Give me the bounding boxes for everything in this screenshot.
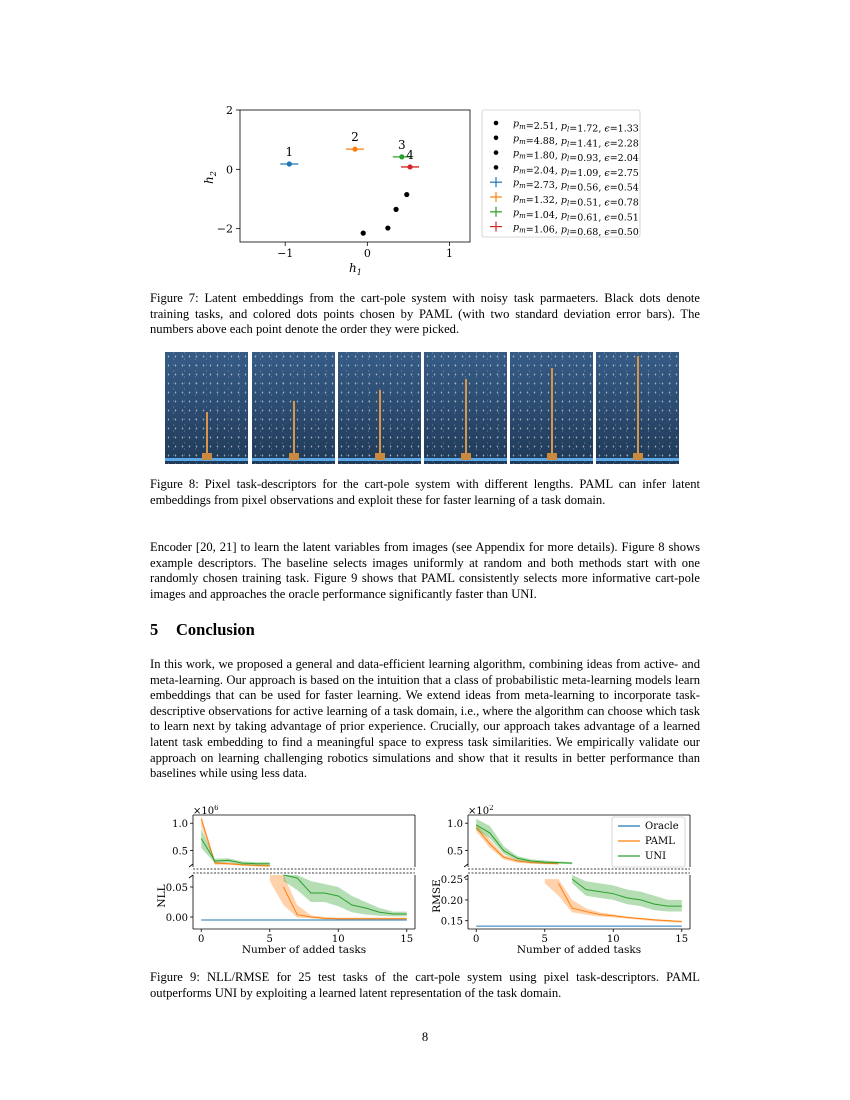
- legend-entry-part: ϵ: [604, 153, 610, 165]
- nll-chart: [156, 805, 415, 956]
- pick-order-label: 1: [285, 144, 294, 159]
- legend-entry-part: ϵ: [604, 123, 610, 135]
- y-axis-label: $h_2$: [202, 171, 218, 184]
- legend-entry-part: p: [560, 150, 567, 162]
- legend-entry-part: m: [519, 137, 526, 146]
- x-tick-label: 5: [541, 934, 548, 945]
- y-tick-label: 2: [226, 104, 233, 117]
- break-mark: [189, 864, 193, 878]
- legend-entry-part: =0.54: [609, 182, 639, 194]
- x-tick-label: 0: [363, 247, 371, 260]
- figure7-chart: [195, 100, 655, 280]
- section-heading: [150, 620, 255, 640]
- legend-marker: [494, 165, 499, 170]
- legend-entry-part: =1.32,: [525, 195, 561, 206]
- paragraph-conclusion: In this work, we proposed a general and data-efficient learning algorithm, combining ideas from active- and meta-learning. Our approach is based on the intuition that a class of probabilistic meta-learning models learn embeddings that can be used for faster learning. We extend ideas from meta-learning to incorporate task-descriptive observations for active learning of a task domain, i.e., where the algorithm can choose which task to learn next by taking advantage of prior experience. Crucially, our approach takes advantage of a learned latent task embedding to find a meaningful space to express task similarities. We empirically validate our approach on learning challenging robotics simulations and show that it results in better performance than baselines while using less data.: [150, 657, 700, 781]
- cart: [289, 453, 299, 460]
- legend-entry-part: =1.41,: [569, 138, 605, 150]
- y-tick-label: −2: [216, 222, 233, 236]
- y-tick-label: 0.15: [440, 916, 463, 928]
- legend-entry-part: p: [513, 177, 520, 189]
- y-tick-label: 0.5: [172, 846, 188, 858]
- legend-entry-part: l: [566, 199, 570, 208]
- y-axis-label: RMSE: [431, 879, 443, 913]
- legend-entry-part: =4.88,: [525, 135, 561, 147]
- break-mark: [464, 864, 468, 878]
- legend-entry-part: =0.78: [609, 197, 639, 209]
- y-tick-label: 1.0: [172, 819, 188, 831]
- picked-point: [287, 161, 292, 166]
- legend-entry-part: l: [566, 140, 570, 149]
- cartpole-frame: [338, 352, 421, 464]
- x-axis-label: Number of added tasks: [516, 944, 642, 956]
- x-tick-label: 10: [606, 934, 620, 945]
- x-axis-label: $h_1$: [349, 261, 362, 277]
- legend-label: Oracle: [645, 821, 679, 832]
- cartpole-frame: [510, 352, 593, 464]
- legend-entry-part: =0.51,: [569, 197, 605, 209]
- cartpole-frame: [252, 352, 335, 464]
- y-tick-label: 0.05: [165, 883, 188, 894]
- scale-label: $\times 10^6$: [193, 805, 219, 817]
- legend-entry-part: m: [519, 197, 526, 205]
- y-tick-label: 0.25: [440, 875, 463, 887]
- cartpole-frame: [165, 352, 248, 464]
- legend-entry-part: p: [513, 133, 520, 145]
- legend-entry-part: =2.28: [609, 138, 639, 150]
- legend-entry-part: l: [566, 214, 570, 223]
- pole: [206, 412, 208, 455]
- legend-entry-part: m: [519, 123, 526, 131]
- picked-point: [352, 147, 357, 152]
- legend-entry-part: ϵ: [604, 182, 610, 194]
- legend-entry-part: =1.06,: [525, 224, 561, 236]
- x-axis-label-sub: 1: [356, 268, 362, 277]
- pole: [465, 379, 467, 455]
- y-tick-label: 0: [226, 163, 233, 177]
- legend-entry-part: l: [566, 229, 570, 238]
- page-number: 8: [421, 1030, 429, 1044]
- training-point: [393, 207, 398, 212]
- section-title: Conclusion: [176, 620, 255, 639]
- legend-entry-part: p: [560, 121, 567, 132]
- legend-entry-part: =0.61,: [569, 212, 605, 224]
- x-tick-label: 1: [445, 247, 453, 260]
- section-number: 5: [150, 620, 159, 639]
- legend-entry-part: =1.09,: [569, 167, 605, 179]
- legend-entry-part: =2.04,: [525, 165, 561, 177]
- training-point: [385, 225, 390, 230]
- cart: [547, 453, 557, 460]
- legend-entry-part: m: [519, 182, 526, 191]
- legend-entry-part: p: [513, 162, 520, 174]
- legend-entry-part: l: [566, 169, 570, 178]
- paragraph-encoder: Encoder [20, 21] to learn the latent variables from images (see Appendix for more details). Figure 8 shows example descriptors. The baseline selects images uniformly at random and both methods start with one randomly chosen training task. Figure 9 shows that PAML consistently selects more informative cart-pole images and approaches the oracle performance significantly faster than UNI.: [150, 540, 700, 601]
- legend-entry-part: p: [513, 192, 520, 204]
- legend-entry-part: ϵ: [604, 197, 610, 209]
- figure7-caption: Figure 7: Latent embeddings from the cart-pole system with noisy task parmaeters. Black dots denote training tasks, and colored dots points chosen by PAML (with two standard deviation error bars). The numbers above each point denote the order they were picked.: [150, 291, 700, 337]
- legend-entry-part: =2.73,: [525, 180, 561, 192]
- pole: [637, 356, 639, 455]
- legend-entry-part: p: [560, 209, 567, 221]
- cart: [202, 453, 212, 460]
- legend-entry-part: =0.68,: [569, 227, 605, 239]
- y-tick-label: 0.5: [447, 846, 463, 858]
- pick-order-label: 3: [398, 137, 406, 152]
- legend-entry-part: p: [513, 207, 520, 219]
- y-axis-label: NLL: [156, 884, 168, 908]
- legend-label: PAML: [645, 836, 675, 847]
- scale-exponent: 2: [489, 805, 494, 812]
- scale-label: $\times 10^2$: [468, 805, 494, 817]
- legend-marker: [494, 136, 499, 141]
- legend-entry-part: p: [560, 195, 567, 206]
- legend-entry-part: ϵ: [604, 212, 610, 224]
- cart: [633, 453, 643, 460]
- y-tick-label: 1.0: [447, 819, 463, 831]
- legend-entry-part: =2.51,: [525, 121, 561, 132]
- cart: [461, 453, 471, 460]
- legend-entry-part: p: [513, 148, 520, 160]
- x-tick-label: 0: [473, 934, 480, 945]
- x-tick-label: 10: [331, 934, 345, 945]
- legend-entry-part: =0.50: [609, 227, 639, 239]
- pick-order-label: 2: [351, 130, 359, 145]
- legend-entry-part: p: [560, 165, 567, 177]
- legend-entry-part: =1.04,: [525, 209, 561, 221]
- legend-entry-part: m: [519, 167, 526, 176]
- legend-entry-part: m: [519, 226, 526, 235]
- cartpole-frame: [424, 352, 507, 464]
- legend-entry-part: =0.93,: [569, 153, 605, 165]
- pole: [551, 368, 553, 455]
- x-tick-label: 5: [266, 934, 273, 945]
- confidence-band: [201, 829, 270, 866]
- picked-point: [407, 164, 412, 169]
- legend-entry-part: =1.80,: [525, 150, 561, 162]
- legend-entry-part: p: [513, 222, 520, 234]
- x-axis-label: Number of added tasks: [241, 944, 367, 956]
- figure9-charts: [150, 805, 710, 960]
- legend-entry-part: =1.33: [609, 123, 639, 135]
- legend-label: UNI: [645, 851, 667, 862]
- training-point: [404, 192, 409, 197]
- legend-entry-part: l: [566, 184, 570, 193]
- legend-entry-part: l: [566, 125, 570, 134]
- legend-entry-part: =2.75: [609, 167, 639, 179]
- legend-entry-part: ϵ: [604, 138, 610, 150]
- legend-entry-part: =2.04: [609, 153, 639, 165]
- pole: [379, 390, 381, 455]
- pole: [293, 401, 295, 455]
- scale-exponent: 6: [214, 805, 219, 812]
- legend-marker: [494, 150, 499, 155]
- x-tick-label: −1: [277, 247, 294, 260]
- training-point: [361, 231, 366, 236]
- legend-entry-part: =1.72,: [569, 123, 605, 135]
- picked-point: [399, 154, 404, 159]
- y-axis-label-sub: 2: [209, 171, 218, 177]
- legend-entry-part: p: [560, 135, 567, 147]
- y-tick-label: 0.20: [440, 895, 463, 907]
- legend-entry-part: ϵ: [604, 227, 610, 239]
- cartpole-frame: [596, 352, 679, 464]
- legend-entry-part: m: [519, 211, 526, 220]
- rmse-chart: [431, 805, 690, 956]
- legend-entry-part: =0.51: [609, 212, 639, 224]
- legend-entry-part: l: [566, 155, 570, 164]
- x-tick-label: 15: [675, 934, 689, 945]
- legend-entry-part: p: [513, 118, 520, 130]
- legend-entry-part: p: [560, 224, 567, 236]
- x-tick-label: 15: [400, 934, 414, 945]
- pick-order-label: 4: [406, 147, 414, 162]
- cart: [375, 453, 385, 460]
- legend-marker: [494, 121, 499, 126]
- legend-entry-part: m: [519, 152, 526, 161]
- legend-entry-part: =0.56,: [569, 182, 605, 194]
- figure9-caption: Figure 9: NLL/RMSE for 25 test tasks of the cart-pole system using pixel task-descriptors. PAML outperforms UNI by exploiting a learned latent representation of the task domain.: [150, 970, 700, 1000]
- legend-entry-part: ϵ: [604, 167, 610, 179]
- legend-entry-part: p: [560, 180, 567, 192]
- y-tick-label: 0.00: [165, 913, 188, 924]
- figure8-caption: Figure 8: Pixel task-descriptors for the cart-pole system with different lengths. PAML can infer latent embeddings from pixel observations and exploit these for faster learning of a task domain.: [150, 477, 700, 507]
- x-tick-label: 0: [198, 934, 205, 945]
